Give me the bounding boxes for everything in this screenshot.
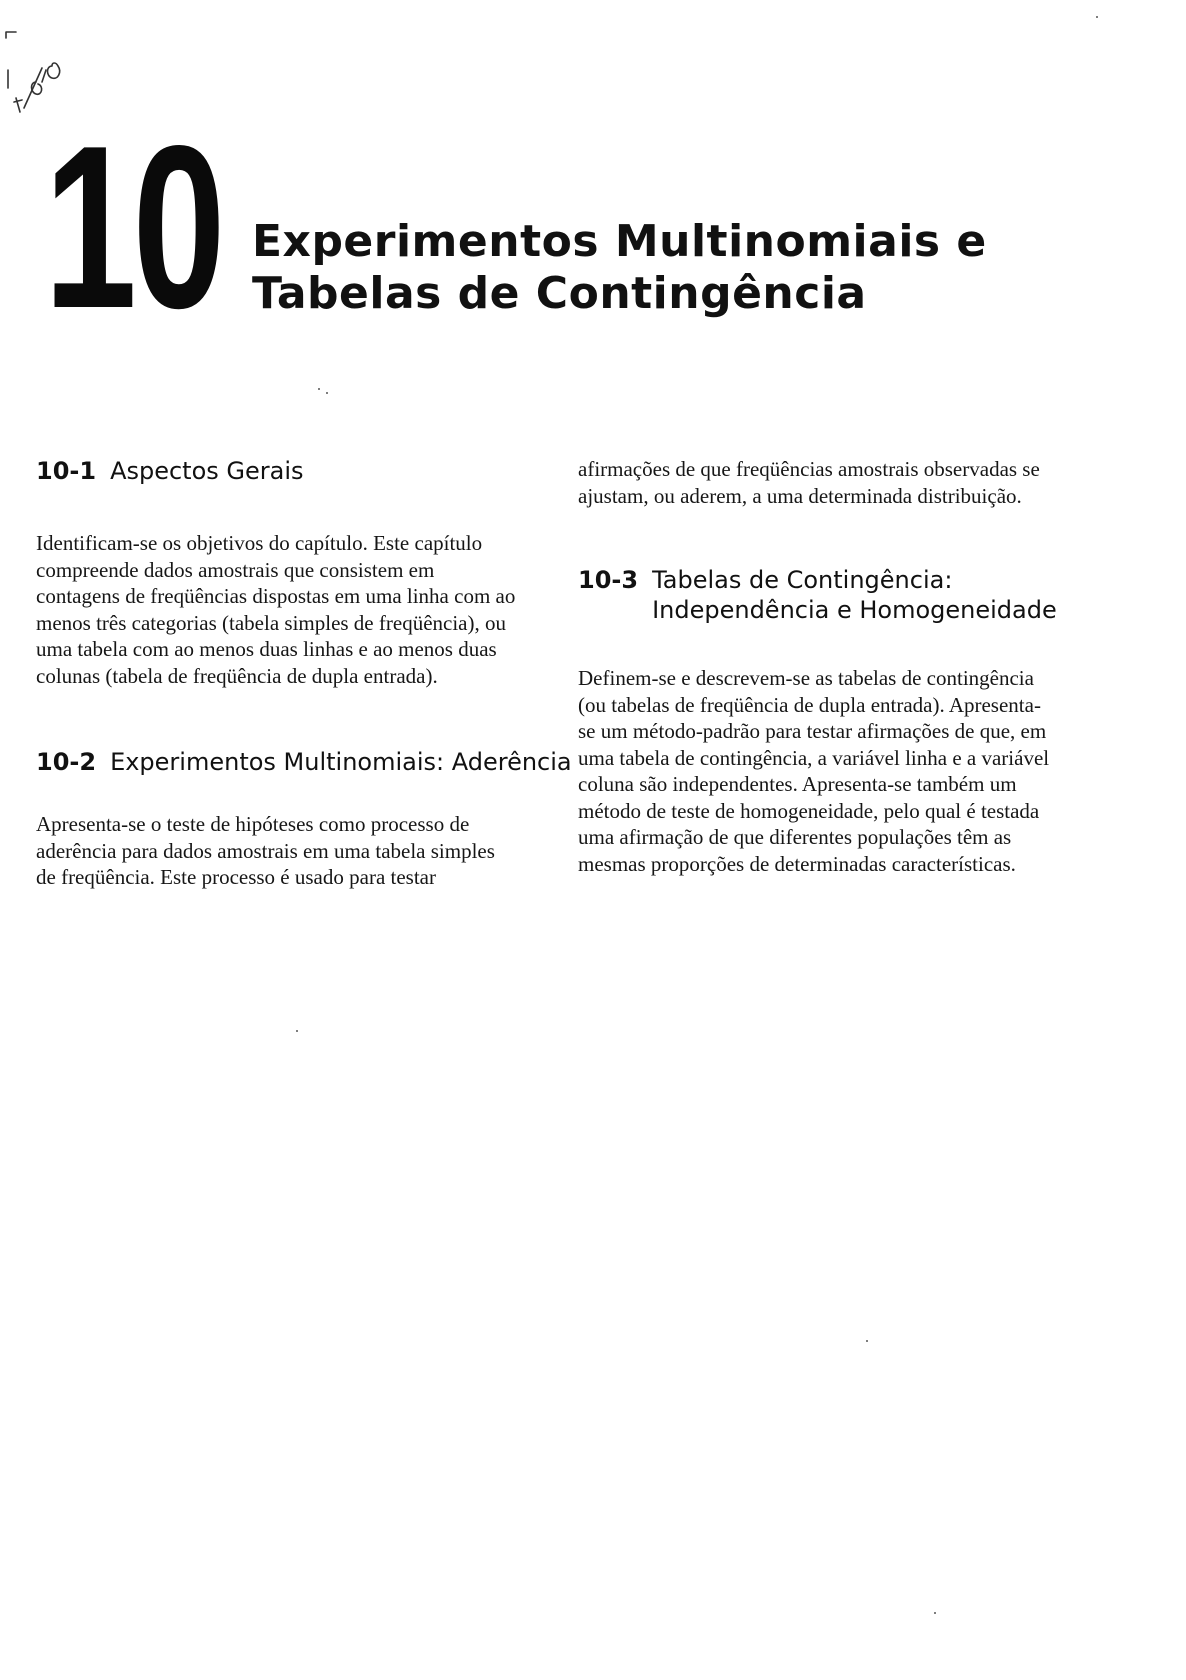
section-paragraph-10-2-continued [578,456,1108,509]
scan-speck [326,392,328,394]
right-column [578,456,1108,877]
paragraph-line: colunas (tabela de freqüência de dupla entrada). [36,663,438,688]
paragraph-line: compreende dados amostrais que consistem em [36,557,435,582]
left-column [36,456,572,891]
paragraph-line: ajustam, ou aderem, a uma determinada distribuição. [578,483,1022,508]
paragraph-line: uma tabela com ao menos duas linhas e ao menos duas [36,637,497,661]
scan-speck [1096,16,1098,18]
section-paragraph-10-2 [36,811,566,891]
chapter-number: 10 [44,98,222,357]
section-heading-10-3 [578,565,1108,625]
section-number: 10-1 [36,457,97,485]
paragraph-line: método de teste de homogeneidade, pelo qual é testada [578,798,1040,823]
paragraph-line: (ou tabelas de freqüência de dupla entrada). Apresenta- [578,692,1041,717]
paragraph-line: coluna são independentes. Apresenta-se também um [578,772,1017,796]
section-paragraph-10-3 [578,665,1108,877]
scan-speck [296,1030,298,1032]
scan-speck [318,388,320,390]
scan-speck [866,1340,868,1342]
paragraph-line: Apresenta-se o teste de hipóteses como processo de [36,812,470,836]
chapter-title-line: Experimentos Multinomiais e [252,216,987,267]
paragraph-line: aderência para dados amostrais em uma tabela simples [36,838,495,863]
section-number: 10-3 [578,566,639,594]
section-number: 10-2 [36,748,97,776]
paragraph-line: Definem-se e descrevem-se as tabelas de contingência [578,666,1034,690]
section-heading-10-1 [36,456,566,486]
scan-speck [934,1612,936,1614]
paragraph-line: uma afirmação de que diferentes populações têm as [578,825,1012,849]
paragraph-line: afirmações de que freqüências amostrais observadas se [578,457,1040,481]
paragraph-line: se um método-padrão para testar afirmações de que, em [578,719,1047,743]
section-title: Experimentos Multinomiais: Aderência [110,748,572,776]
section-paragraph-10-1 [36,530,566,689]
section-title [652,565,1057,625]
paragraph-line: Identificam-se os objetivos do capítulo. Este capítulo [36,531,483,555]
chapter-title-line: Tabelas de Contingência [252,268,867,319]
section-title-line: Independência e Homogeneidade [652,596,1057,624]
section-title: Aspectos Gerais [110,457,304,485]
paragraph-line: de freqüência. Este processo é usado para testar [36,865,436,889]
paragraph-line: menos três categorias (tabela simples de freqüência), ou [36,610,506,635]
paragraph-line: contagens de freqüências dispostas em uma linha com ao [36,584,516,608]
section-heading-10-2 [36,747,572,777]
paragraph-line: mesmas proporções de determinadas características. [578,851,1016,876]
paragraph-line: uma tabela de contingência, a variável linha e a variável [578,745,1050,770]
section-title-line: Tabelas de Contingência: [652,566,953,594]
chapter-title [252,216,987,320]
